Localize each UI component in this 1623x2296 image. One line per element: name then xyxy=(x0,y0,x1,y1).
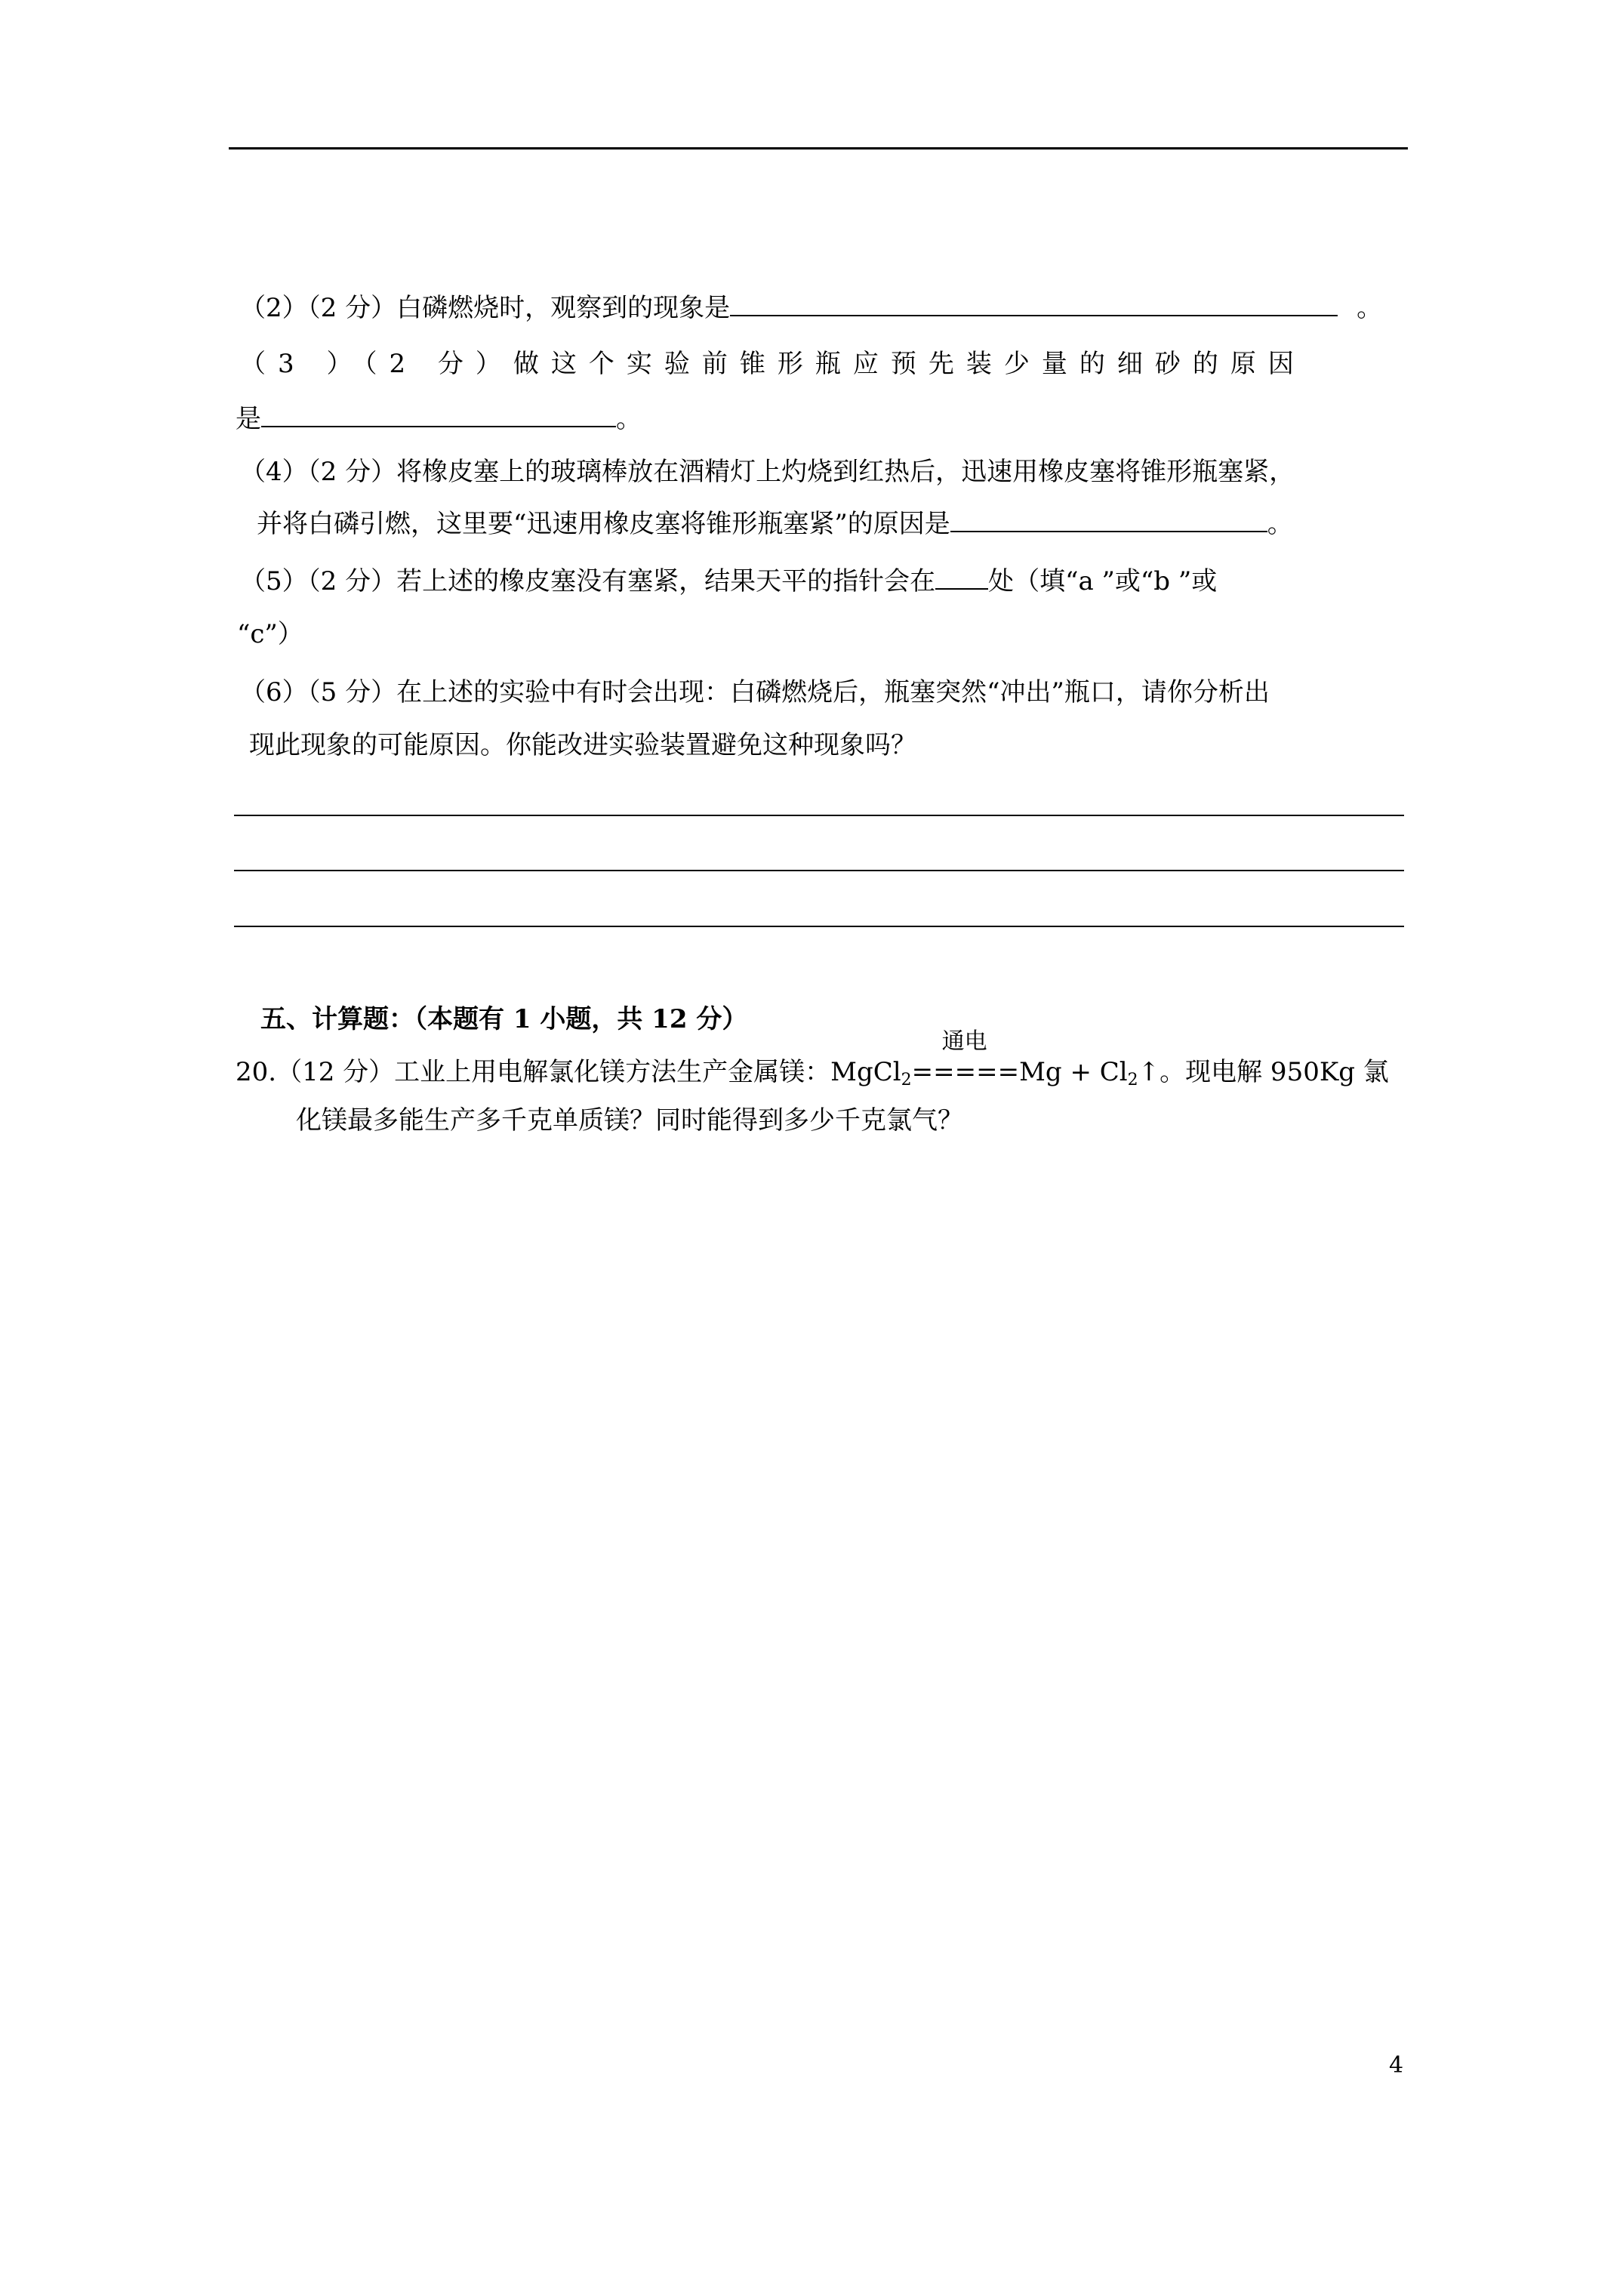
cl2-subscript: 2 xyxy=(1127,1071,1138,1089)
question-3-answer-blank[interactable] xyxy=(261,403,616,427)
answer-line-2[interactable] xyxy=(234,870,1404,871)
header-rule xyxy=(229,147,1408,149)
question-5-line-1 xyxy=(240,565,1217,598)
question-6-line-2: 现此现象的可能原因。你能改进实验装置避免这种现象吗？ xyxy=(249,730,916,760)
question-2 xyxy=(240,291,1382,325)
question-2-answer-blank[interactable] xyxy=(730,292,1338,316)
question-6-line-1: （6）（5 分）在上述的实验中有时会出现：白磷燃烧后，瓶塞突然“冲出”瓶口，请你分析出 xyxy=(240,677,1270,707)
question-4-answer-blank[interactable] xyxy=(950,508,1267,532)
question-5-line-2: “c”） xyxy=(237,619,303,649)
question-20-suffix: ↑。现电解 950Kg 氯 xyxy=(1138,1057,1389,1087)
question-4-line-2 xyxy=(257,507,1293,541)
answer-line-1[interactable] xyxy=(234,815,1404,816)
question-3-suffix: 。 xyxy=(616,404,642,434)
answer-line-3[interactable] xyxy=(234,926,1404,927)
question-3-line-1: （3 ）（2 分）做这个实验前锥形瓶应预先装少量的细砂的原因 xyxy=(240,349,1306,379)
question-20-line-2: 化镁最多能生产多千克单质镁？同时能得到多少千克氯气？ xyxy=(296,1105,963,1136)
question-4-suffix: 。 xyxy=(1267,509,1293,539)
question-4-line-1: （4）（2 分）将橡皮塞上的玻璃棒放在酒精灯上灼烧到红热后，迅速用橡皮塞将锥形瓶塞紧， xyxy=(240,457,1295,487)
reaction-arrow xyxy=(911,1028,1020,1089)
question-2-prefix: （2）（2 分）白磷燃烧时，观察到的现象是 xyxy=(240,293,731,323)
reaction-condition: 通电 xyxy=(941,1028,987,1055)
question-20-mid: Mg + Cl xyxy=(1019,1057,1128,1087)
question-5-prefix: （5）（2 分）若上述的橡皮塞没有塞紧，结果天平的指针会在 xyxy=(240,566,936,596)
question-2-suffix: 。 xyxy=(1357,293,1383,323)
question-3-prefix: 是 xyxy=(236,404,261,434)
question-20-prefix: 20.（12 分）工业上用电解氯化镁方法生产金属镁：MgCl xyxy=(236,1057,901,1087)
question-20-line-1 xyxy=(236,1028,1389,1089)
question-4-prefix: 并将白磷引燃，这里要“迅速用橡皮塞将锥形瓶塞紧”的原因是 xyxy=(257,509,950,539)
question-3-line-2 xyxy=(236,402,642,436)
question-5-answer-blank[interactable] xyxy=(935,566,988,590)
section-5-title: 五、计算题：（本题有 1 小题，共 12 分） xyxy=(260,1004,748,1034)
page-number: 4 xyxy=(1389,2052,1404,2079)
mgcl2-subscript: 2 xyxy=(901,1071,912,1089)
reaction-equals: ===== xyxy=(911,1057,1020,1087)
question-5-suffix: 处（填“a ”或“b ”或 xyxy=(988,566,1218,596)
